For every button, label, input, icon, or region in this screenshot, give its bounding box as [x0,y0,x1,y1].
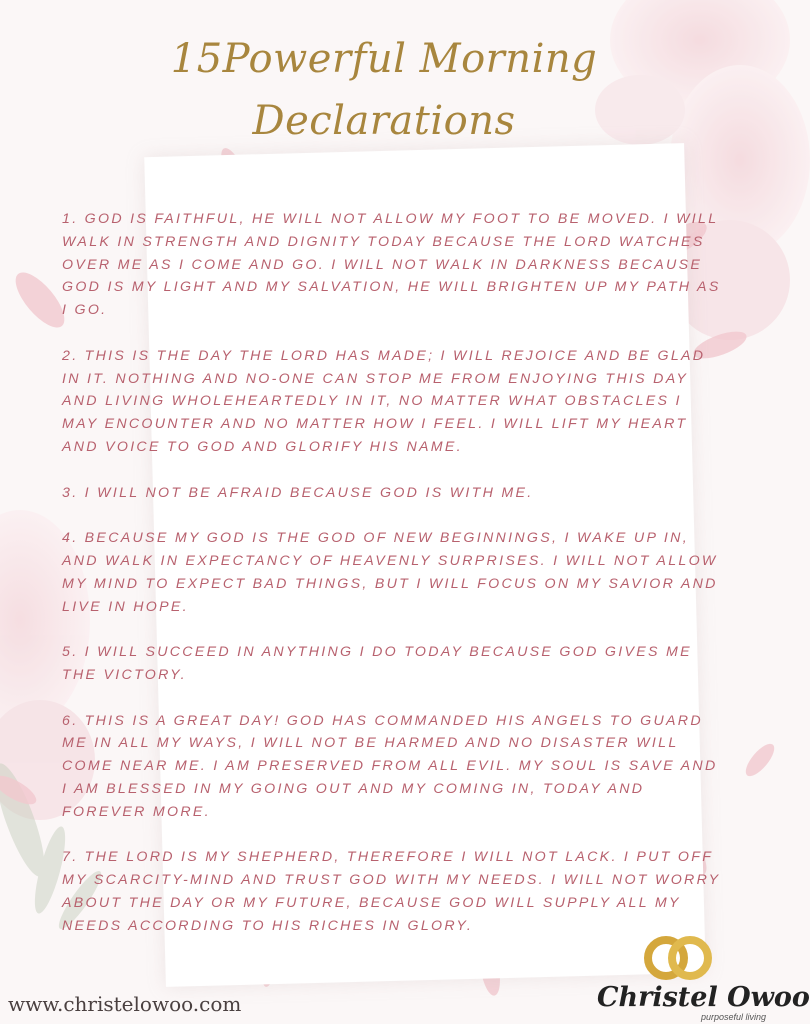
declaration-item: 5. I WILL SUCCEED IN ANYTHING I DO TODAY BECAUSE GOD GIVES ME THE VICTORY. [62,644,692,683]
declaration-item: 7. THE LORD IS MY SHEPHERD, THEREFORE I WILL NOT LACK. I PUT OFF MY SCARCITY-MIND AND TRUST GOD WITH MY NEEDS. I WILL NOT WORRY ABOUT THE DAY OR MY FUTURE, BECAUSE GOD WILL SUPPLY ALL MY NEEDS ACCORDING TO HIS RICHES IN GLORY. [62,849,721,934]
page-title [0,28,768,152]
declaration-item: 2. THIS IS THE DAY THE LORD HAS MADE; I WILL REJOICE AND BE GLAD IN IT. NOTHING AND NO-ONE CAN STOP ME FROM ENJOYING THIS DAY AND LIVING WHOLEHEARTEDLY IN IT, NO MATTER WHAT OBSTACLES I MAY ENCOUNTER AND NO MATTER HOW I FEEL. I WILL LIFT MY HEART AND VOICE TO GOD AND GLORIFY HIS NAME. [62,347,706,455]
title-line-2: Declarations [252,98,516,144]
website-url[interactable]: www.christelowoo.com [8,992,242,1016]
declaration-item: 6. THIS IS A GREAT DAY! GOD HAS COMMANDED HIS ANGELS TO GUARD ME IN ALL MY WAYS, I WILL NOT BE HARMED AND NO DISASTER WILL COME NEAR ME. I AM PRESERVED FROM ALL EVIL. MY SOUL IS SAVE AND I AM BLESSED IN MY GOING OUT AND MY COMING IN, TODAY AND FOREVER MORE. [62,712,718,820]
declaration-item: 4. BECAUSE MY GOD IS THE GOD OF NEW BEGINNINGS, I WAKE UP IN, AND WALK IN EXPECTANCY OF HEAVENLY SURPRISES. I WILL NOT ALLOW MY MIND TO EXPECT BAD THINGS, BUT I WILL FOCUS ON MY SAVIOR AND LIVE IN HOPE. [62,530,718,615]
brand-tagline: purposeful living [701,1012,767,1022]
linked-rings-icon [639,932,719,984]
brand-name: Christel Owoo [597,982,810,1013]
declaration-item: 1. GOD IS FAITHFUL, HE WILL NOT ALLOW MY FOOT TO BE MOVED. I WILL WALK IN STRENGTH AND DIGNITY TODAY BECAUSE THE LORD WATCHES OVER ME AS I COME AND GO. I WILL NOT WALK IN DARKNESS BECAUSE GOD IS MY LIGHT AND MY SALVATION, HE WILL BRIGHTEN UP MY PATH AS I GO. [62,211,721,319]
declarations-list [62,208,722,960]
brand-logo-block [595,932,810,1022]
title-line-1: 15Powerful Morning [170,36,598,82]
declaration-item: 3. I WILL NOT BE AFRAID BECAUSE GOD IS WITH ME. [62,484,534,501]
